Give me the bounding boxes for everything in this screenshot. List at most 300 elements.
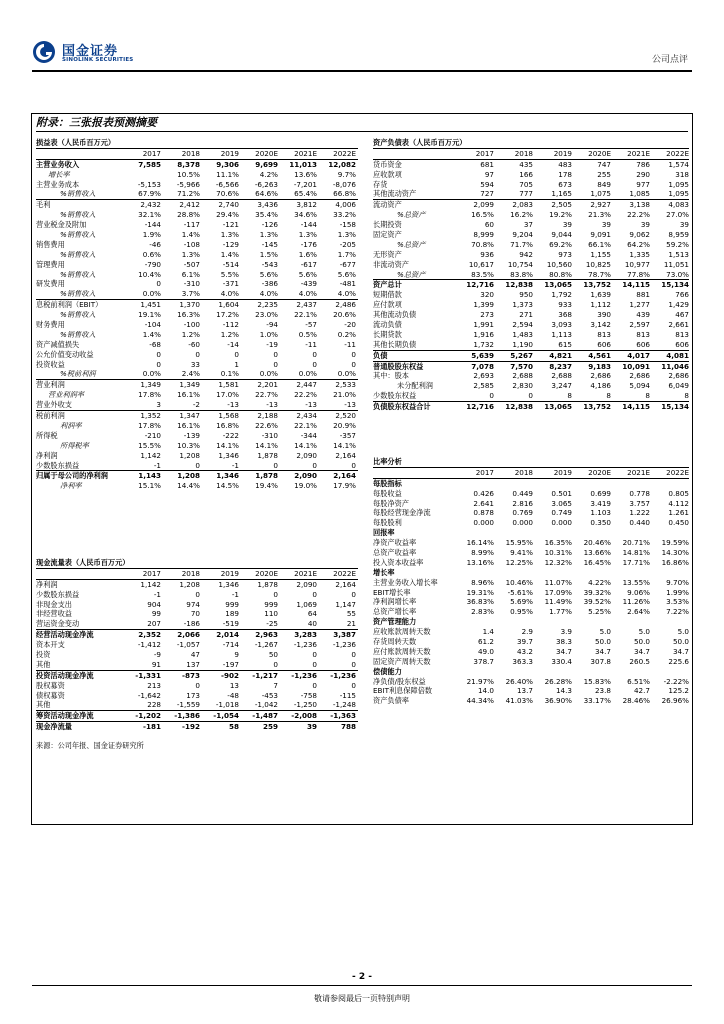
cell-value: 1.3% [337,230,356,240]
cell-value: -11 [344,339,356,349]
cell-value: 50 [268,650,278,660]
cell-value: 10.4% [138,269,161,279]
row-label: 资产负债率 [373,696,409,706]
cell-value: 19.2% [549,210,572,220]
cell-value: 58 [228,722,239,732]
logo-en-text: SINOLINK SECURITIES [62,57,134,63]
year-header: 2018 [514,148,533,158]
table-row [36,640,358,650]
cell-value: 10.46% [505,577,533,587]
cell-value: -13 [305,400,317,410]
cell-value: 15,134 [661,402,689,412]
table-row [36,160,358,170]
row-label: 营业外收支 [36,400,72,410]
cell-value: 2,533 [335,380,356,390]
cell-value: 29.4% [216,210,239,220]
table-row [36,431,358,441]
cell-value: 1.3% [181,249,200,259]
table-row [36,320,358,330]
cell-value: 0 [195,680,200,690]
table-row [36,670,358,681]
row-label: 其中：股本 [373,371,409,381]
row-label: 其他流动负债 [373,310,417,320]
cell-value: 936 [480,249,494,259]
row-label: %销售收入 [60,249,96,259]
cell-value: 320 [480,290,494,300]
cell-value: 439 [636,310,650,320]
cell-value: 2,963 [255,630,278,640]
cell-value: 368 [558,310,572,320]
cell-value: 14.1% [255,440,278,450]
cell-value: 8,237 [549,361,572,371]
cell-value: 3.065 [551,498,572,508]
cell-value: 5,267 [510,350,533,360]
cell-value: -6,263 [254,179,278,189]
cell-value: 14,115 [622,280,650,290]
cell-value: 3,387 [333,630,356,640]
cell-value: 2,201 [257,380,278,390]
cell-value: 55 [346,609,356,619]
cell-value: 1,346 [218,579,239,589]
cell-value: 4.22% [588,577,611,587]
cell-value: 1,095 [668,189,689,199]
cell-value: 0 [312,659,317,669]
cell-value: 26.28% [544,676,572,686]
row-label: 所得税率 [60,440,89,450]
cell-value: 1,155 [590,249,611,259]
row-label: 回报率 [373,528,395,538]
cell-value: 290 [636,169,650,179]
sinolink-logo-icon [32,40,56,64]
cell-value: 2,235 [257,300,278,310]
cell-value: 1,513 [668,249,689,259]
cell-value: 83.5% [471,269,494,279]
cell-value: -145 [261,239,278,249]
table-row [373,230,689,240]
cell-value: 0.000 [512,518,533,528]
cell-value: 23.8 [594,686,611,696]
cell-value: 1,095 [668,179,689,189]
row-label: 投资活动现金净流 [36,670,94,680]
cell-value: 26.40% [505,676,533,686]
table-row [36,410,358,421]
cell-value: 9.7% [337,169,356,179]
cell-value: 22.7% [255,390,278,400]
cell-value: 47 [190,650,200,660]
row-label: 管理费用 [36,259,65,269]
cell-value: 2,090 [296,450,317,460]
cell-value: 2,693 [473,371,494,381]
table-title-text: 损益表（人民币百万元） [36,138,116,147]
cell-value: 1,451 [140,300,161,310]
cell-value: -104 [144,320,161,330]
cell-value: 594 [480,179,494,189]
cell-value: 2,412 [179,200,200,210]
row-label: %总资产 [397,239,426,249]
row-label: 负债股东权益合计 [373,402,431,412]
cell-value: 2,090 [296,579,317,589]
cell-value: 11.49% [544,597,572,607]
table-row [373,677,689,687]
row-label: 负债 [373,350,388,360]
logo-cn-text: 国金证券 [62,44,119,59]
cell-value: 34.6% [294,210,317,220]
row-label: 应付账款周转天数 [373,646,431,656]
cell-value: 0 [273,460,278,470]
row-label: 存货 [373,179,388,189]
cell-value: 378.7 [473,656,494,666]
cell-value: -222 [222,430,239,440]
cell-value: 166 [519,169,533,179]
income-statement-table [36,138,358,491]
cell-value: 70.6% [216,189,239,199]
cell-value: 39 [679,220,689,230]
cell-value: -1,642 [137,690,161,700]
cell-value: 20.71% [622,538,650,548]
year-header: 2022E [333,568,356,578]
cell-value: 38.3 [555,637,572,647]
table-row [36,700,358,710]
table-row [36,289,358,299]
report-header [32,38,692,68]
cell-value: 10,617 [468,259,494,269]
cell-value: 0 [195,460,200,470]
cell-value: 13,752 [583,280,611,290]
cell-value: 5.6% [259,269,278,279]
cell-value: 12.32% [544,557,572,567]
doc-type-label: 公司点评 [651,55,688,65]
table-row [373,220,689,230]
row-label: 投资 [36,650,51,660]
cell-value: 2,585 [473,381,494,391]
cell-value: 849 [597,179,611,189]
cell-value: 28.8% [177,210,200,220]
cell-value: -13 [344,400,356,410]
cell-value: 16.45% [583,557,611,567]
row-label: 归属于母公司的净利润 [36,471,108,481]
table-row [373,381,689,391]
cell-value: -1,248 [332,700,356,710]
cell-value: -181 [143,722,161,732]
cell-value: 13.55% [622,577,650,587]
cell-value: 7 [273,680,278,690]
table-row [36,299,358,310]
cell-value: 0 [312,680,317,690]
cell-value: 1.7% [337,249,356,259]
table-row [373,240,689,250]
row-label: 利润率 [60,420,82,430]
cell-value: 1.4% [220,249,239,259]
table-row [36,421,358,431]
cell-value: 66.8% [333,189,356,199]
cell-value: 8 [567,391,572,401]
row-label: 毛利 [36,200,51,210]
cell-value: 390 [597,310,611,320]
cell-value: 14.4% [177,481,200,491]
cell-value: 16.5% [471,210,494,220]
cell-value: 1,349 [179,380,200,390]
cell-value: -1 [153,460,161,470]
cell-value: -60 [188,339,200,349]
cell-value: 5.0 [677,627,689,637]
cell-value: 606 [597,339,611,349]
cell-value: 2,434 [296,411,317,421]
cell-value: 12.25% [505,557,533,567]
cell-value: 0 [156,349,161,359]
table-row [36,650,358,660]
row-label: 增长率 [48,169,70,179]
cell-value: -117 [183,220,200,230]
cell-value: 3.9 [560,627,572,637]
table-row [36,481,358,491]
table-row [373,391,689,401]
cell-value: 0.449 [512,488,533,498]
table-row [373,647,689,657]
cell-value: 28.46% [622,696,650,706]
cell-value: 0.0% [298,369,317,379]
cell-value: 6,049 [668,381,689,391]
cell-value: 4,081 [666,350,689,360]
cell-value: 27.0% [666,210,689,220]
table-row [373,508,689,518]
cell-value: 2,014 [216,630,239,640]
cell-value: 21.3% [588,210,611,220]
cell-value: 0.1% [220,369,239,379]
cell-value: -1 [231,460,239,470]
cell-value: 60 [484,220,494,230]
cell-value: 9,699 [255,159,278,169]
cell-value: 2,520 [335,411,356,421]
cell-value: 0 [195,349,200,359]
year-header: 2022E [666,467,689,477]
cell-value: 8.96% [471,577,494,587]
cell-value: 17.8% [138,390,161,400]
cell-value: 2,188 [257,411,278,421]
cell-value: 255 [597,169,611,179]
cell-value: 15.1% [138,481,161,491]
cell-value: 0.699 [590,488,611,498]
cell-value: 0.878 [473,508,494,518]
cell-value: 8.99% [471,548,494,558]
table-row [36,369,358,379]
cell-value: -48 [227,690,239,700]
cell-value: 12,082 [328,159,356,169]
cell-value: 813 [597,329,611,339]
row-label: 非现金支出 [36,599,72,609]
year-header: 2020E [255,148,278,158]
cell-value: 1,085 [629,189,650,199]
cell-value: 91 [151,659,161,669]
cell-value: 15.5% [138,440,161,450]
cell-value: 7,585 [138,159,161,169]
cell-value: 1,165 [551,189,572,199]
cell-value: 1,878 [257,579,278,589]
cell-value: 11.07% [544,577,572,587]
cell-value: 260.5 [629,656,650,666]
table-row [36,199,358,210]
cell-value: 3,283 [294,630,317,640]
table-row [36,379,358,390]
cell-value: -94 [266,320,278,330]
cell-value: -68 [149,339,161,349]
table-row [36,330,358,340]
cell-value: 1,142 [140,579,161,589]
cell-value: 70.8% [471,239,494,249]
year-header-row [373,468,689,479]
cell-value: 137 [186,659,200,669]
row-label: EBIT增长率 [373,587,411,597]
cell-value: 0.440 [629,518,650,528]
row-label: %销售收入 [60,289,96,299]
row-label: 少数股东损益 [36,589,80,599]
cell-value: -439 [300,279,317,289]
cell-value: 1,190 [512,339,533,349]
cell-value: -19 [266,339,278,349]
cell-value: 727 [480,189,494,199]
cell-value: 606 [636,339,650,349]
cell-value: 0 [234,349,239,359]
cell-value: 20.6% [333,310,356,320]
cell-value: -1,386 [174,711,200,721]
cell-value: 14.81% [622,548,650,558]
year-header: 2019 [220,148,239,158]
row-label: 净利润 [36,579,58,589]
cell-value: 16.14% [466,538,494,548]
year-header: 2017 [142,568,161,578]
table-row [36,170,358,180]
cell-value: 3,247 [551,381,572,391]
cell-value: 4.0% [220,289,239,299]
cell-value: 1.0% [259,329,278,339]
row-label: 每股经营现金净流 [373,508,431,518]
cell-value: 259 [262,722,278,732]
cell-value: 1,075 [590,189,611,199]
cell-value: 788 [340,722,356,732]
cell-value: 10,560 [546,259,572,269]
cell-value: 9 [234,650,239,660]
table-row [36,350,358,360]
cell-value: -158 [339,220,356,230]
row-label: 短期借款 [373,290,402,300]
table-row [373,548,689,558]
year-header: 2021E [627,148,650,158]
section-row [373,617,689,627]
cell-value: -386 [261,279,278,289]
table-row [36,230,358,240]
cell-value: 16.1% [177,420,200,430]
cell-value: 3,093 [551,320,572,330]
table-row [373,637,689,647]
row-label: 资产减值损失 [36,339,80,349]
cell-value: 2.9 [521,627,533,637]
cell-value: 673 [558,179,572,189]
cell-value: 0 [351,359,356,369]
cell-value: -139 [183,430,200,440]
row-label: 普通股股东权益 [373,361,424,371]
cell-value: 1.77% [549,607,572,617]
row-label: 其他流动资产 [373,189,417,199]
cell-value: 5.0 [599,627,611,637]
cell-value: 2,594 [512,320,533,330]
cell-value: -1,057 [176,640,200,650]
cell-value: 59.2% [666,239,689,249]
cell-value: 0 [156,279,161,289]
cell-value: 2,164 [335,579,356,589]
row-label: 经营活动现金净流 [36,630,94,640]
cell-value: 39.32% [583,587,611,597]
cell-value: 1,277 [629,300,650,310]
row-label: %销售收入 [60,210,96,220]
cell-value: 0 [351,659,356,669]
cell-value: 999 [225,599,239,609]
cell-value: -1,202 [135,711,161,721]
row-label: 债权募资 [36,690,65,700]
row-label: 应收款项 [373,169,402,179]
cell-value: 813 [636,329,650,339]
cell-value: 17.71% [622,557,650,567]
table-row [373,597,689,607]
cell-value: 1,346 [218,450,239,460]
cell-value: 2,740 [218,200,239,210]
table-row [373,371,689,381]
cell-value: 17.9% [333,481,356,491]
cell-value: 80.8% [549,269,572,279]
cell-value: 0 [351,349,356,359]
table-row [373,290,689,300]
cell-value: -7,201 [293,179,317,189]
row-label: 公允价值变动收益 [36,349,94,359]
cell-value: 15.83% [583,676,611,686]
cell-value: -357 [339,430,356,440]
cell-value: 178 [558,169,572,179]
cell-value: 1.2% [220,329,239,339]
year-header: 2022E [666,148,689,158]
year-header-row [373,149,689,160]
row-label: 股权募资 [36,680,65,690]
cell-value: 977 [636,179,650,189]
row-label: 货币资金 [373,159,402,169]
cell-value: 42.7 [633,686,650,696]
cell-value: -873 [182,670,200,680]
table-row [36,590,358,600]
cell-value: 9,183 [588,361,611,371]
table-title-text: 资产负债表（人民币百万元） [373,138,467,147]
cell-value: 50.0 [633,637,650,647]
table-row [373,270,689,280]
row-label: 每股收益 [373,488,402,498]
cell-value: 0.0% [142,289,161,299]
row-label: %销售收入 [60,329,96,339]
cell-value: 12,716 [466,280,494,290]
cell-value: 777 [519,189,533,199]
row-label: 营业税金及附加 [36,220,87,230]
cell-value: 9.41% [510,548,533,558]
cell-value: 0 [273,359,278,369]
cell-value: -129 [222,239,239,249]
row-label: 其他 [36,659,51,669]
cell-value: 1,346 [216,471,239,481]
row-label: 资产管理能力 [373,617,417,627]
footer-divider [32,985,692,986]
cell-value: 17.8% [138,420,161,430]
cell-value: 2,688 [551,371,572,381]
table-title [373,457,689,468]
cell-value: 7,570 [510,361,533,371]
table-title [36,138,358,149]
cell-value: -144 [300,220,317,230]
row-label: 非经营收益 [36,609,72,619]
cell-value: 11.26% [622,597,650,607]
